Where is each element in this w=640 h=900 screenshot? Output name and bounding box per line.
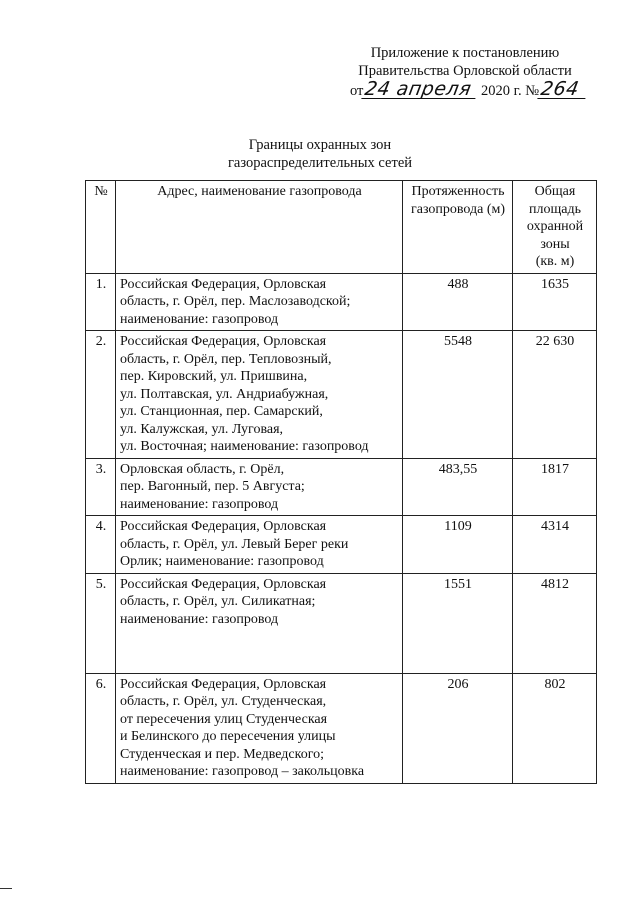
date-year: 2020 г. № [481, 83, 540, 99]
row-length: 483,55 [403, 458, 513, 516]
date-prefix: от [350, 83, 364, 99]
table-row [86, 273, 597, 331]
row-length: 1551 [403, 573, 513, 673]
row-number: 1. [86, 273, 116, 331]
row-area: 802 [513, 673, 597, 783]
header-length: Протяженность газопровода (м) [403, 181, 513, 274]
appendix-header [330, 44, 600, 100]
header-number: № [86, 181, 116, 274]
row-area: 1817 [513, 458, 597, 516]
row-area: 22 630 [513, 331, 597, 459]
row-length: 5548 [403, 331, 513, 459]
document-title [0, 136, 640, 172]
row-number: 5. [86, 573, 116, 673]
table-row [86, 516, 597, 574]
row-area: 4314 [513, 516, 597, 574]
appendix-title-line-1: Приложение к постановлению [370, 45, 560, 61]
row-length: 206 [403, 673, 513, 783]
row-address: Российская Федерация, Орловская область, г. Орёл, пер. Тепловозный, пер. Кировский, ул. Пришвина, ул. Полтавская, ул. Андриабужная, ул. Станционная, пер. Самарский, ул. Калужская, ул. Луговая, ул. Восточная; наименование: газопровод [116, 331, 403, 459]
protection-zones-table [85, 180, 597, 784]
row-number: 3. [86, 458, 116, 516]
row-area: 4812 [513, 573, 597, 673]
document-title-line-1: Границы охранных зон [248, 137, 392, 153]
appendix-title-line-2: Правительства Орловской области [358, 63, 572, 79]
row-number: 2. [86, 331, 116, 459]
row-length: 1109 [403, 516, 513, 574]
table-header-row [86, 181, 597, 274]
row-length: 488 [403, 273, 513, 331]
row-address: Российская Федерация, Орловская область, г. Орёл, ул. Силикатная; наименование: газопровод [116, 573, 403, 673]
table-row [86, 673, 597, 783]
row-address: Российская Федерация, Орловская область, г. Орёл, ул. Студенческая, от пересечения улиц Студенческая и Белинского до пересечения улицы Студенческая и пер. Медведского; наименование: газопровод – закольцовка [116, 673, 403, 783]
row-address: Российская Федерация, Орловская область, г. Орёл, пер. Маслозаводской; наименование: газопровод [116, 273, 403, 331]
row-address: Российская Федерация, Орловская область, г. Орёл, ул. Левый Берег реки Орлик; наименование: газопровод [116, 516, 403, 574]
resolution-date-line [330, 80, 600, 100]
row-number: 6. [86, 673, 116, 783]
table-row [86, 573, 597, 673]
row-address: Орловская область, г. Орёл, пер. Вагонный, пер. 5 Августа; наименование: газопровод [116, 458, 403, 516]
table-row [86, 331, 597, 459]
table-row [86, 458, 597, 516]
header-address: Адрес, наименование газопровода [116, 181, 403, 274]
header-area: Общая площадь охранной зоны (кв. м) [513, 181, 597, 274]
handwritten-number: 264 [537, 80, 588, 99]
row-number: 4. [86, 516, 116, 574]
page-edge-mark [0, 888, 12, 889]
row-area: 1635 [513, 273, 597, 331]
handwritten-date: 24 апреля [362, 80, 479, 99]
document-title-line-2: газораспределительных сетей [227, 155, 413, 171]
